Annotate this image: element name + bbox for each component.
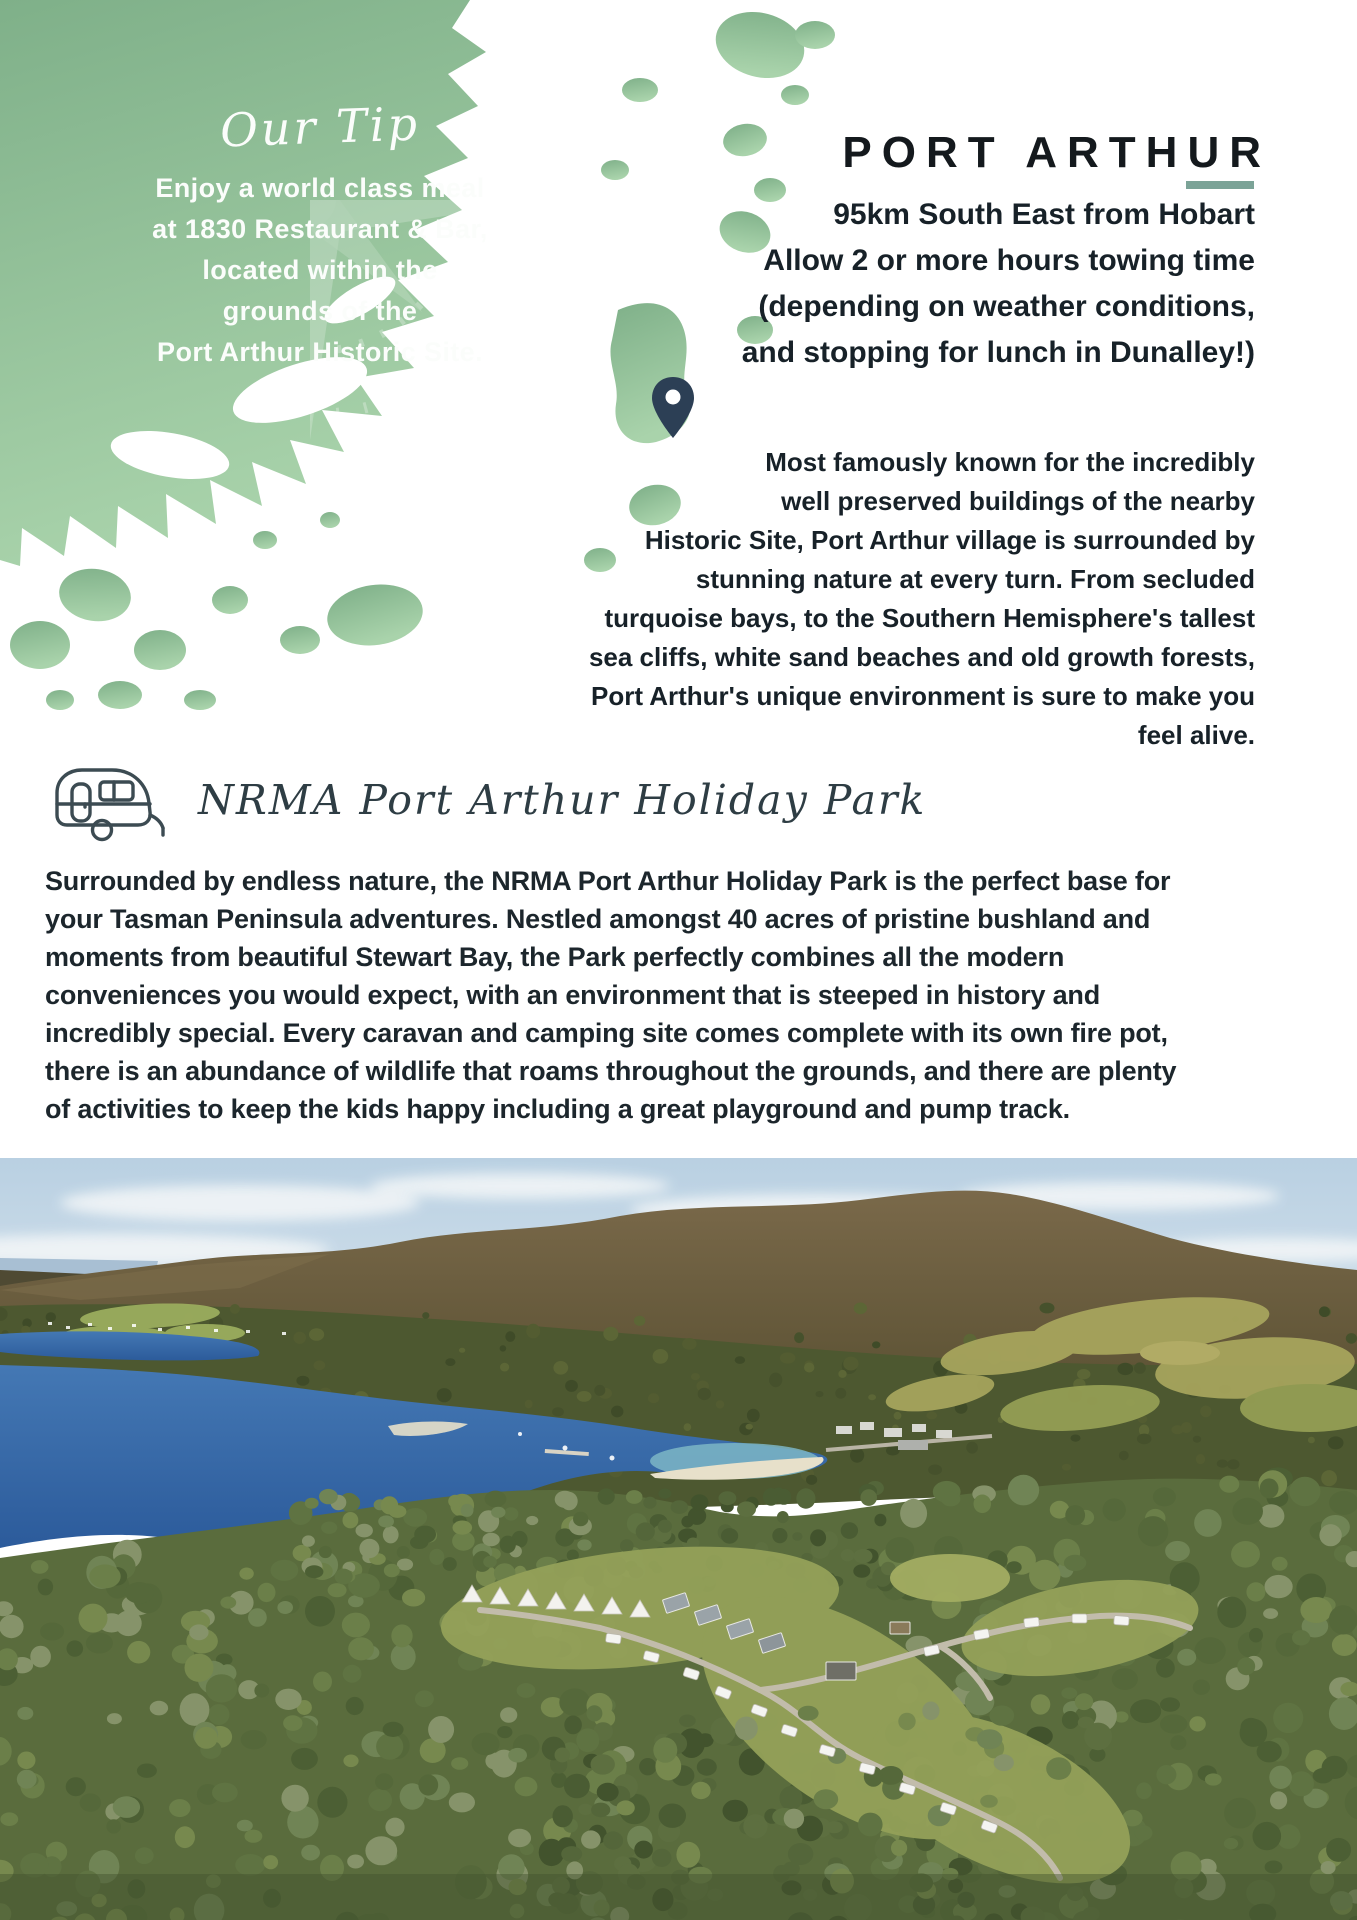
paragraph-line: of activities to keep the kids happy including a great playground and pump track. [45, 1094, 1070, 1124]
tip-text-line: at 1830 Restaurant & Bar, [152, 214, 488, 244]
holiday-park-heading: NRMA Port Arthur Holiday Park [198, 776, 927, 824]
forest-shade [0, 1874, 1357, 1920]
page-title: PORT ARTHUR [842, 128, 1271, 177]
paragraph-line: there is an abundance of wildlife that roams throughout the grounds, and there are plenty [45, 1056, 1177, 1086]
description-line: well preserved buildings of the nearby [781, 486, 1255, 516]
tip-text [60, 168, 580, 373]
title-accent-rule [1186, 181, 1254, 189]
paragraph-line: moments from beautiful Stewart Bay, the Park perfectly combines all the modern [45, 942, 1065, 972]
summary-line: 95km South East from Hobart [833, 198, 1255, 231]
caravan-icon [52, 762, 168, 846]
tip-text-line: Port Arthur Historic Site. [157, 337, 483, 367]
description-line: turquoise bays, to the Southern Hemisphere's tallest [604, 603, 1255, 633]
description-line: stunning nature at every turn. From secluded [695, 564, 1255, 594]
description-line: Historic Site, Port Arthur village is surrounded by [644, 525, 1255, 555]
tip-text-line: Enjoy a world class meal [155, 173, 485, 203]
description-line: Most famously known for the incredibly [765, 447, 1255, 477]
paragraph-line: conveniences you would expect, with an environment that is steeped in history and [45, 980, 1101, 1010]
description-line: sea cliffs, white sand beaches and old growth forests, [588, 642, 1255, 672]
summary-line: (depending on weather conditions, [758, 290, 1255, 323]
summary-line: and stopping for lunch in Dunalley!) [741, 336, 1255, 369]
tip-text-line: located within the [202, 255, 438, 285]
tip-text-line: grounds of the [222, 296, 418, 326]
paragraph-line: Surrounded by endless nature, the NRMA Port Arthur Holiday Park is the perfect base for [45, 866, 1171, 896]
description-line: Port Arthur's unique environment is sure to make you [590, 681, 1255, 711]
description-line: feel alive. [1137, 720, 1255, 750]
tip-block [60, 96, 580, 373]
paragraph-line: incredibly special. Every caravan and camping site comes complete with its own fire pot, [45, 1018, 1168, 1048]
tip-heading: Our Tip [219, 96, 421, 158]
paragraph-line: your Tasman Peninsula adventures. Nestled amongst 40 acres of pristine bushland and [45, 904, 1151, 934]
holiday-park-heading-row [52, 762, 926, 846]
holiday-park-paragraph [45, 862, 1176, 1128]
aerial-photo-stewart-bay [0, 1158, 1357, 1920]
destination-description [589, 443, 1255, 755]
summary-line: Allow 2 or more hours towing time [763, 244, 1255, 277]
travel-summary [742, 192, 1255, 376]
